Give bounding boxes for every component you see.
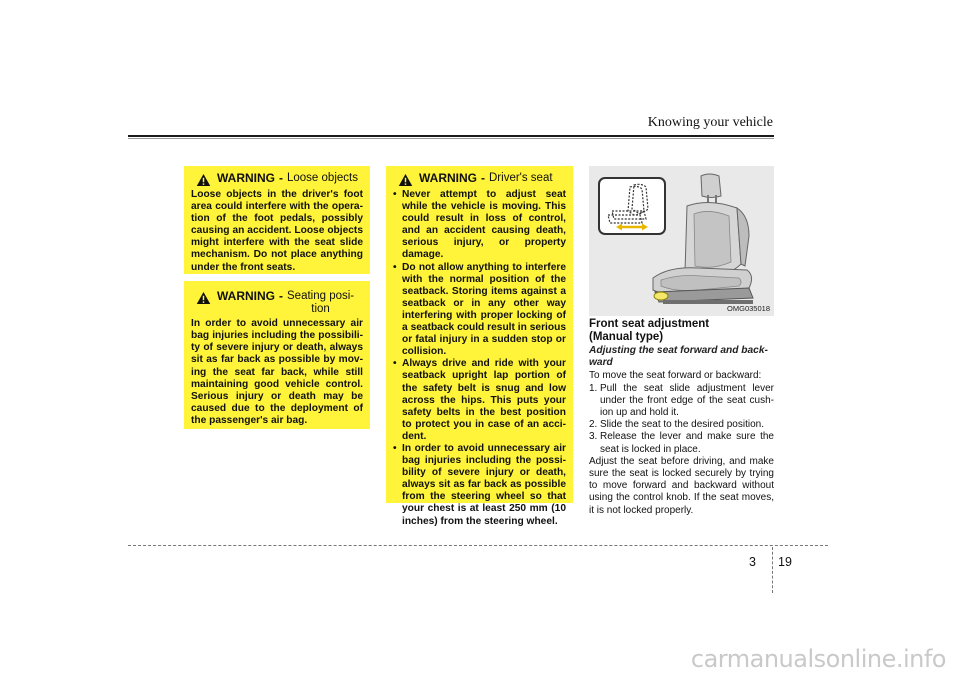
page-number: 19	[778, 555, 792, 569]
intro-text: To move the seat forward or backward:	[589, 370, 762, 382]
watermark: carmanualsonline.info	[690, 645, 946, 673]
warning-label: WARNING	[217, 289, 275, 303]
warning-loose-objects	[184, 166, 370, 274]
warning-heading: WARNING - Driver's seat	[393, 172, 566, 187]
step-item: 1. Pull the seat slide adjustment lever under the front edge of the seat cush-ion up and hold it.	[589, 382, 774, 419]
footer-rule	[128, 545, 828, 546]
warning-list-item: • Always drive and ride with your seatback upright lap portion of the safety belt is snug and low across the hips. This puts your safety belts in the best position to protect you in case of an acci-dent.	[393, 358, 566, 443]
footer-divider	[772, 547, 773, 593]
chapter-number: 3	[749, 555, 756, 569]
warning-text: Loose objects in the driver's foot area could interfere with the opera-tion of the foot pedals, possibly causing an accident. Loose objects might interfere with the seat slide mechanism. Do not place anything under the front seats.	[191, 189, 363, 273]
step-item: 2. Slide the seat to the desired position.	[589, 419, 764, 431]
figure-code: OMG035018	[727, 304, 770, 313]
header-rule	[128, 135, 774, 137]
warning-text: In order to avoid unnecessary air bag injuries including the possibili-ty of severe injury or death, always sit as far back as possible by mov-ing the seat far back, while still maintaining good vehicle control. Serious injury or death may be caused due to the deployment of the passenger's air bag.	[191, 318, 363, 426]
warning-topic-line1: Seating posi-	[287, 290, 355, 302]
warning-list-item: • In order to avoid unnecessary air bag injuries including the possi-bility of severe injury or death, always sit as far back as possible from the steering wheel so that your chest is at least 250 mm (10 inches) from the steering wheel.	[393, 443, 566, 528]
warning-topic: Driver's seat	[489, 172, 553, 184]
seat-adjust-inset	[598, 177, 666, 235]
seat-illustration	[589, 166, 774, 316]
front-seat-section	[589, 318, 774, 517]
warning-topic-line2: tion	[311, 303, 330, 316]
warning-heading: WARNING - Seating posi- tion	[191, 287, 363, 316]
warning-heading: WARNING - Loose objects	[191, 172, 363, 187]
warning-seating-position	[184, 281, 370, 429]
warning-drivers-seat	[386, 166, 573, 527]
warning-list	[393, 189, 566, 528]
steps-list	[589, 383, 774, 456]
warning-label: WARNING	[419, 171, 477, 185]
warning-label: WARNING	[217, 171, 275, 185]
section-title-line1: Front seat adjustment	[589, 318, 710, 330]
warning-triangle-icon	[196, 291, 211, 305]
section-subtitle: Adjusting the seat forward and back-ward	[589, 345, 768, 369]
warning-topic: Loose objects	[287, 172, 358, 184]
step-item: 3. Release the lever and make sure the seat is locked in place.	[589, 431, 774, 455]
header-rule-thin	[128, 138, 774, 139]
warning-triangle-icon	[196, 173, 211, 187]
closing-text: Adjust the seat before driving, and make sure the seat is locked securely by trying to move forward and backward without using the control knob. If the seat moves, it is not locked properly.	[589, 455, 774, 516]
section-title-line2: (Manual type)	[589, 330, 664, 343]
warning-triangle-icon	[398, 173, 413, 187]
header-title: Knowing your vehicle	[647, 115, 773, 130]
seat-slide-diagram-icon	[600, 179, 664, 233]
warning-list-item: • Never attempt to adjust seat while the vehicle is moving. This could result in loss of control, and an accident causing death, serious injury, or property damage.	[393, 189, 566, 262]
warning-list-item: • Do not allow anything to interfere with the normal position of the seatback. Storing items against a seatback or in any other way interfering with proper locking of a seatback could result in serious or fatal injury in a sudden stop or collision.	[393, 262, 566, 359]
